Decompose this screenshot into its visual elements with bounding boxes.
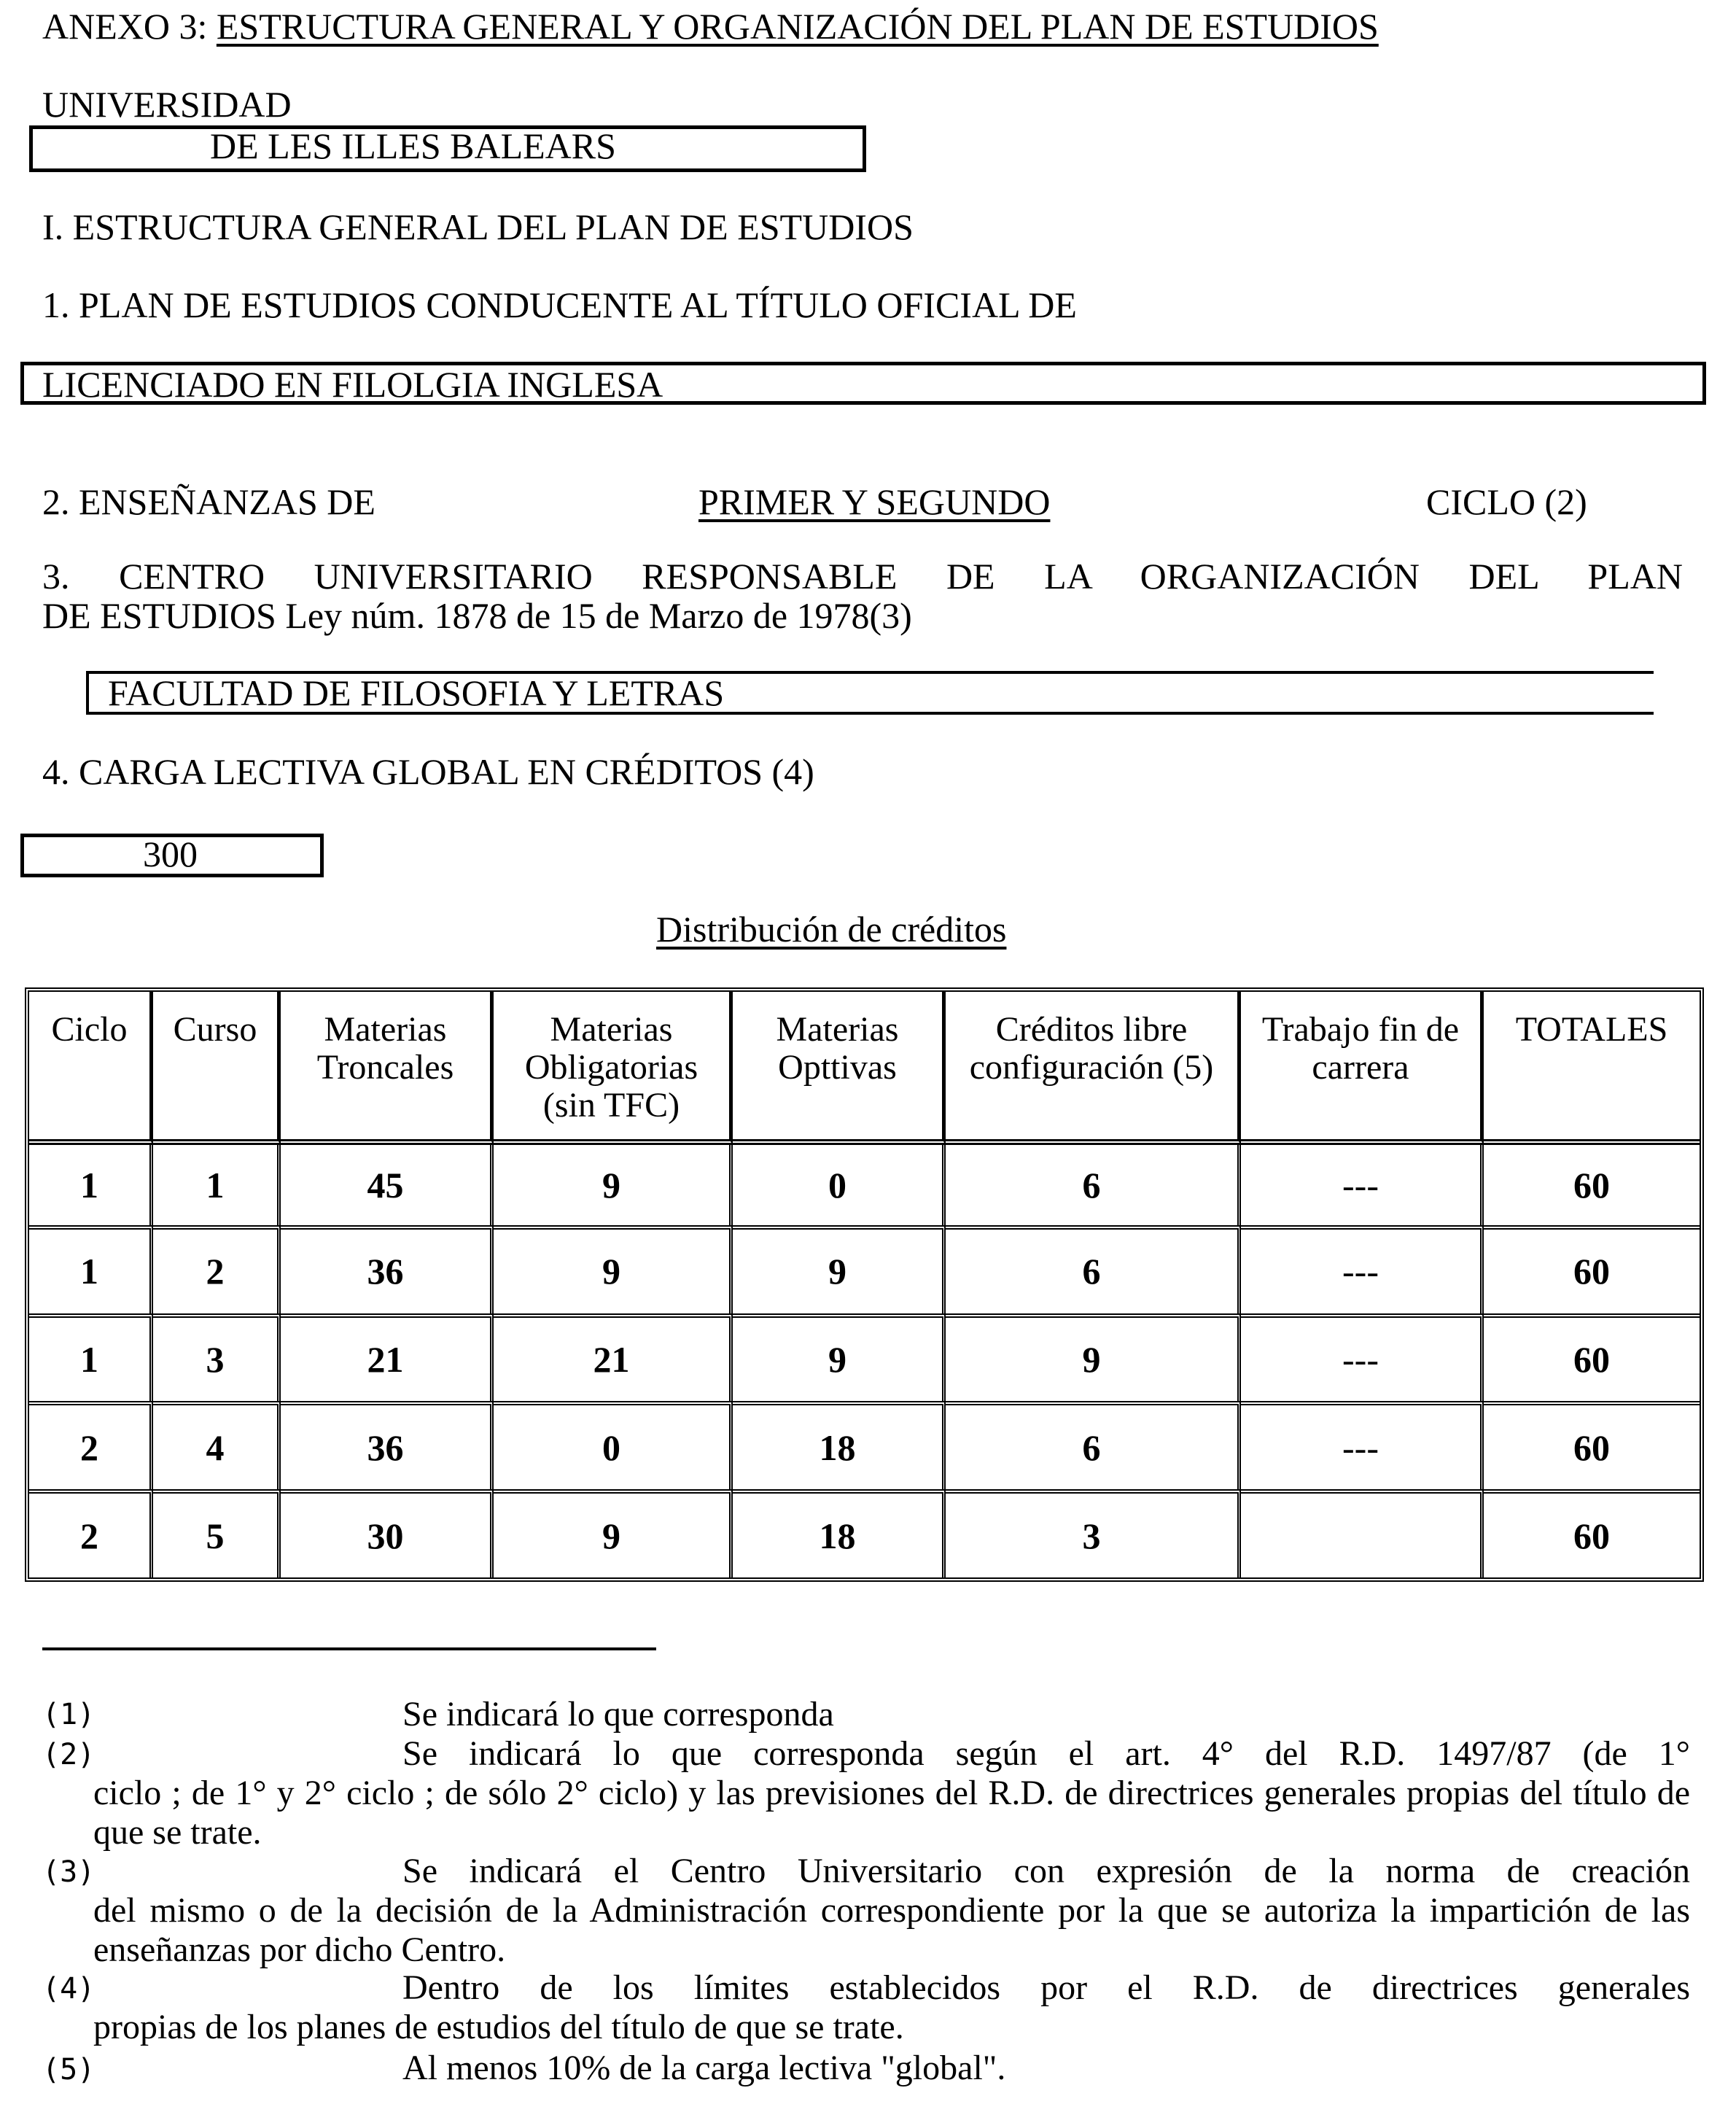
item3-line2: DE ESTUDIOS Ley núm. 1878 de 15 de Marzo de 1978(3) bbox=[42, 595, 912, 636]
cell-totales: 60 bbox=[1484, 1401, 1700, 1489]
credits-table bbox=[25, 987, 1704, 1582]
cell-optativas: 18 bbox=[733, 1489, 946, 1577]
degree-value: LICENCIADO EN FILOLGIA INGLESA bbox=[42, 364, 663, 405]
header-ciclo: Ciclo bbox=[29, 992, 153, 1145]
item3-line1-text: 3. CENTRO UNIVERSITARIO RESPONSABLE DE LA ORGANIZACIÓN DEL PLAN bbox=[42, 556, 1683, 597]
cell-obligatorias: 21 bbox=[494, 1313, 733, 1402]
footnote-number: (2) bbox=[42, 1738, 96, 1771]
cycle-value: PRIMER Y SEGUNDO bbox=[698, 481, 1051, 522]
footnote-number: (3) bbox=[42, 1855, 96, 1889]
credits-value: 300 bbox=[143, 834, 198, 874]
cell-optativas: 0 bbox=[733, 1145, 946, 1225]
cell-ciclo: 1 bbox=[29, 1313, 153, 1402]
header-totales: TOTALES bbox=[1484, 992, 1700, 1145]
cell-libre-configuracion: 6 bbox=[946, 1225, 1241, 1313]
table-row bbox=[29, 1225, 1700, 1313]
cell-troncales: 21 bbox=[281, 1313, 494, 1402]
annex-prefix: ANEXO 3: bbox=[42, 6, 217, 47]
cell-curso: 2 bbox=[153, 1225, 281, 1313]
cell-totales: 60 bbox=[1484, 1489, 1700, 1577]
cell-trabajo-fin: --- bbox=[1241, 1145, 1484, 1225]
cell-libre-configuracion: 3 bbox=[946, 1489, 1241, 1577]
annex-title: ESTRUCTURA GENERAL Y ORGANIZACIÓN DEL PLAN DE ESTUDIOS bbox=[216, 6, 1379, 47]
cell-libre-configuracion: 6 bbox=[946, 1401, 1241, 1489]
cell-libre-configuracion: 6 bbox=[946, 1145, 1241, 1225]
footnote-lead-text: Se indicará el Centro Universitario con expresión de la norma de creación bbox=[402, 1852, 1690, 1890]
item3-line1 bbox=[42, 556, 1683, 597]
cell-obligatorias: 9 bbox=[494, 1489, 733, 1577]
university-label: UNIVERSIDAD bbox=[42, 84, 292, 125]
cell-curso: 5 bbox=[153, 1489, 281, 1577]
footnote-separator bbox=[42, 1647, 656, 1650]
cell-troncales: 30 bbox=[281, 1489, 494, 1577]
section-title: I. ESTRUCTURA GENERAL DEL PLAN DE ESTUDIOS bbox=[42, 206, 914, 247]
cell-obligatorias: 9 bbox=[494, 1225, 733, 1313]
annex-heading bbox=[42, 6, 1379, 47]
item1-label: 1. PLAN DE ESTUDIOS CONDUCENTE AL TÍTULO OFICIAL DE bbox=[42, 284, 1077, 325]
footnote-body: del mismo o de la decisión de la Administración correspondiente por la que se autoriza la impartición de las enseñanzas por dicho Centro. bbox=[93, 1891, 1690, 1969]
footnote-lead-text: Se indicará lo que corresponda según el art. 4° del R.D. 1497/87 (de 1° bbox=[402, 1734, 1690, 1773]
header-optativas: Materias Opttivas bbox=[733, 992, 946, 1145]
footnote-lead: Al menos 10% de la carga lectiva "global". bbox=[402, 2049, 1006, 2087]
cell-troncales: 36 bbox=[281, 1401, 494, 1489]
table-header-row bbox=[29, 992, 1700, 1145]
footnote-number: (1) bbox=[42, 1698, 96, 1731]
footnote-body: propias de los planes de estudios del título de que se trate. bbox=[93, 2008, 904, 2046]
cell-curso: 4 bbox=[153, 1401, 281, 1489]
cell-obligatorias: 9 bbox=[494, 1145, 733, 1225]
cell-trabajo-fin bbox=[1241, 1489, 1484, 1577]
item4-label: 4. CARGA LECTIVA GLOBAL EN CRÉDITOS (4) bbox=[42, 751, 814, 792]
cell-troncales: 36 bbox=[281, 1225, 494, 1313]
table-row bbox=[29, 1313, 1700, 1402]
footnote-lead bbox=[402, 1852, 1690, 1891]
cell-curso: 1 bbox=[153, 1145, 281, 1225]
cell-optativas: 18 bbox=[733, 1401, 946, 1489]
cell-optativas: 9 bbox=[733, 1313, 946, 1402]
header-libre-configuracion: Créditos libre configuración (5) bbox=[946, 992, 1241, 1145]
cell-ciclo: 2 bbox=[29, 1489, 153, 1577]
footnote-lead bbox=[402, 1968, 1690, 2008]
cell-totales: 60 bbox=[1484, 1313, 1700, 1402]
cell-obligatorias: 0 bbox=[494, 1401, 733, 1489]
cycle-suffix: CICLO (2) bbox=[1426, 481, 1587, 522]
footnote-lead: Se indicará lo que corresponda bbox=[402, 1695, 834, 1734]
table-row bbox=[29, 1145, 1700, 1225]
cell-trabajo-fin: --- bbox=[1241, 1225, 1484, 1313]
footnote-number: (4) bbox=[42, 1972, 96, 2006]
faculty-value: FACULTAD DE FILOSOFIA Y LETRAS bbox=[108, 672, 725, 713]
cell-curso: 3 bbox=[153, 1313, 281, 1402]
header-curso: Curso bbox=[153, 992, 281, 1145]
cell-ciclo: 2 bbox=[29, 1401, 153, 1489]
footnote-body: ciclo ; de 1° y 2° ciclo ; de sólo 2° ciclo) y las previsiones del R.D. de directrices generales propias del título de que se trate. bbox=[93, 1774, 1690, 1852]
cell-ciclo: 1 bbox=[29, 1145, 153, 1225]
header-trabajo-fin: Trabajo fin de carrera bbox=[1241, 992, 1484, 1145]
cell-totales: 60 bbox=[1484, 1225, 1700, 1313]
cell-totales: 60 bbox=[1573, 1164, 1610, 1206]
header-troncales: Materias Troncales bbox=[281, 992, 494, 1145]
university-value: DE LES ILLES BALEARS bbox=[210, 125, 616, 166]
table-row bbox=[29, 1489, 1700, 1577]
faculty-left-rule bbox=[86, 671, 89, 715]
cell-trabajo-fin: --- bbox=[1241, 1401, 1484, 1489]
cell-troncales: 45 bbox=[281, 1145, 494, 1225]
table-caption: Distribución de créditos bbox=[656, 909, 1007, 950]
footnote-lead-text: Dentro de los límites establecidos por el R.D. de directrices generales bbox=[402, 1968, 1690, 2007]
table-row bbox=[29, 1401, 1700, 1489]
cell-libre-configuracion: 9 bbox=[946, 1313, 1241, 1402]
cell-trabajo-fin: --- bbox=[1241, 1313, 1484, 1402]
header-obligatorias: Materias Obligatorias (sin TFC) bbox=[494, 992, 733, 1145]
item2-label: 2. ENSEÑANZAS DE bbox=[42, 481, 375, 522]
cell-optativas: 9 bbox=[733, 1225, 946, 1313]
footnote-number: (5) bbox=[42, 2053, 96, 2086]
cell-ciclo: 1 bbox=[29, 1225, 153, 1313]
footnote-lead bbox=[402, 1734, 1690, 1774]
